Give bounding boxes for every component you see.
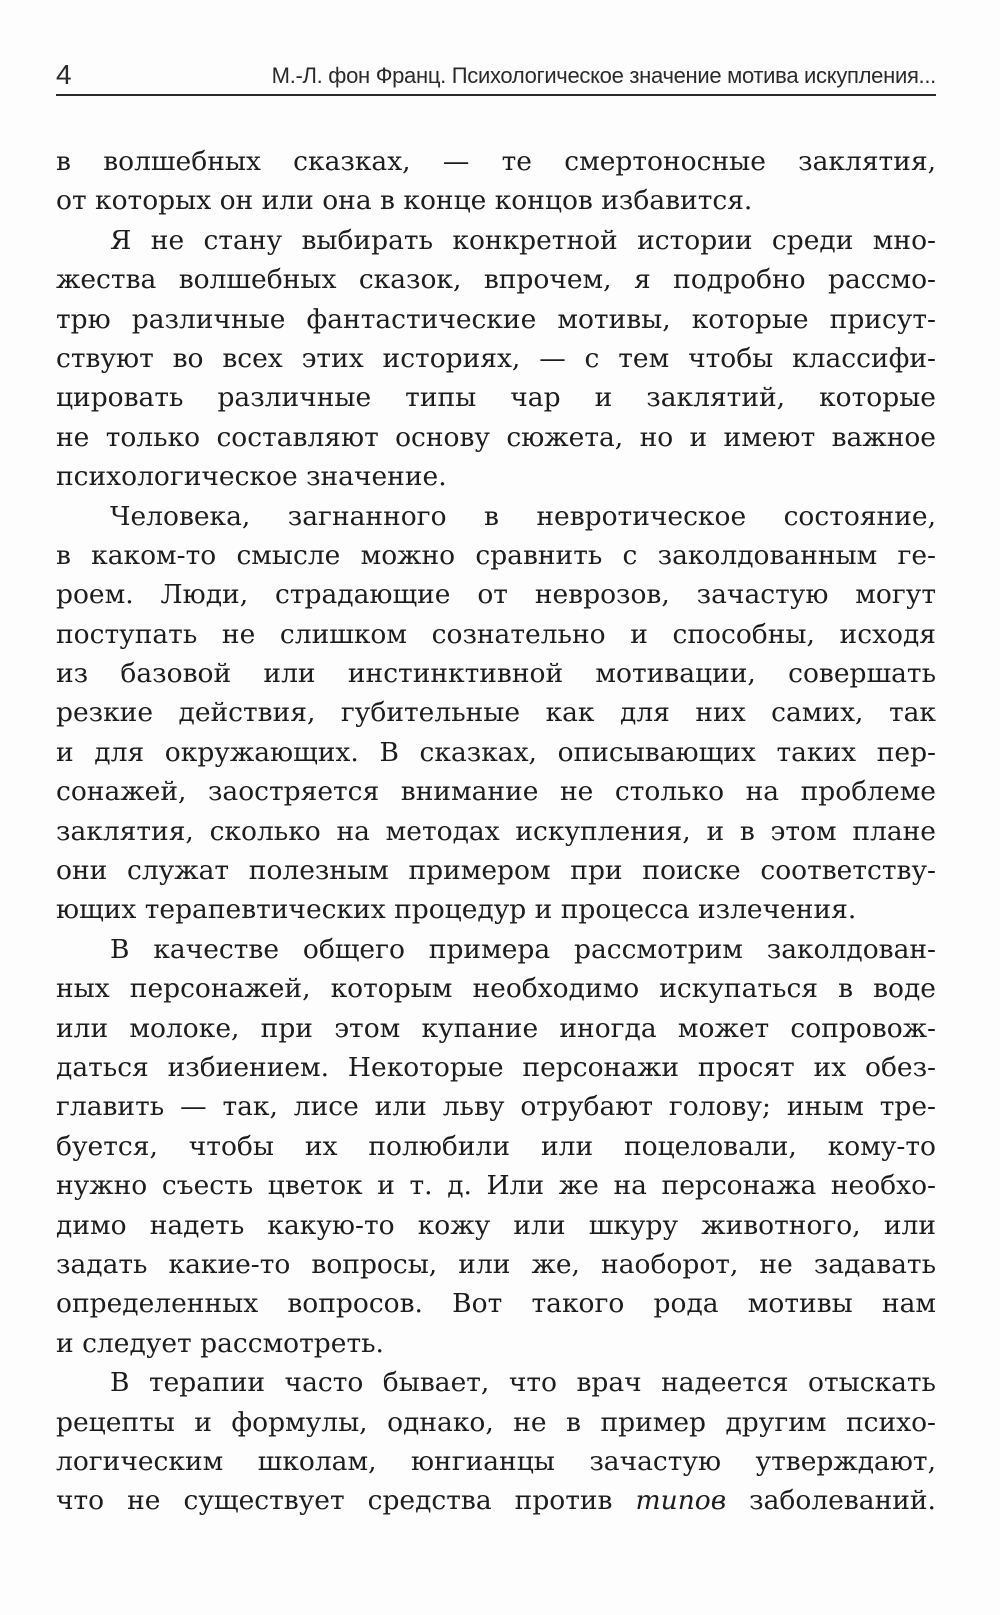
text-line: заклятия, сколько на методах искупления, и в этом плане xyxy=(56,815,936,847)
text-line: цировать различные типы чар и заклятий, которые xyxy=(56,382,936,414)
text-line: не только составляют основу сюжета, но и имеют важное xyxy=(56,421,936,453)
paragraph-4 xyxy=(56,930,936,1363)
text-line: в каком-то смысле можно сравнить с заколдованным ге- xyxy=(56,539,936,571)
text-line: даться избиением. Некоторые персонажи просят их обез- xyxy=(56,1051,936,1083)
text-line: в волшебных сказках, — те смертоносные заклятия, xyxy=(56,146,936,177)
text-line: главить — так, лисе или льву отрубают голову; иным тре- xyxy=(56,1091,936,1123)
text-line: нужно съесть цветок и т. д. Или же на персонажа необхо- xyxy=(56,1170,936,1202)
text-line: или молоке, при этом купание иногда может сопровож- xyxy=(56,1012,936,1044)
text-line: задать какие-то вопросы, или же, наоборот, не задавать xyxy=(56,1248,936,1280)
paragraph-3 xyxy=(56,497,936,930)
text-line: и для окружающих. В сказках, описывающих таких пер- xyxy=(56,736,936,768)
text-line: В терапии часто бывает, что врач надеется отыскать xyxy=(110,1367,936,1399)
italic-emphasis: типов xyxy=(635,1485,727,1517)
text-body xyxy=(56,142,936,1521)
text-line: роем. Люди, страдающие от неврозов, зачастую могут xyxy=(56,579,936,611)
text-line: логическим школам, юнгианцы зачастую утверждают, xyxy=(56,1445,936,1477)
paragraph-1 xyxy=(56,142,936,221)
text-line: психологическое значение. xyxy=(56,461,447,493)
text-line: ющих терапевтических процедур и процесса излечения. xyxy=(56,894,857,926)
text-line: от которых он или она в конце концов избавится. xyxy=(56,185,753,217)
text-line-mixed xyxy=(56,1481,936,1520)
text-run: что не существует средства против xyxy=(56,1485,613,1517)
text-line: они служат полезным примером при поиске соответству- xyxy=(56,855,936,887)
text-line: резкие действия, губительные как для них самих, так xyxy=(56,697,936,729)
text-line: ных персонажей, которым необходимо искупаться в воде xyxy=(56,973,936,1005)
text-line: сонажей, заостряется внимание не столько на проблеме xyxy=(56,776,936,808)
text-line: жества волшебных сказок, впрочем, я подробно рассмо- xyxy=(56,264,936,296)
text-line: В качестве общего примера рассмотрим заколдован- xyxy=(110,933,936,965)
text-line: поступать не слишком сознательно и способны, исходя xyxy=(56,618,936,650)
page-number: 4 xyxy=(56,59,72,90)
running-header xyxy=(56,56,936,96)
text-line: димо надеть какую-то кожу или шкуру животного, или xyxy=(56,1209,936,1241)
text-line: Человека, загнанного в невротическое состояние, xyxy=(110,500,936,532)
text-line: из базовой или инстинктивной мотивации, совершать xyxy=(56,658,936,690)
text-line: Я не стану выбирать конкретной истории среди мно- xyxy=(110,224,936,256)
text-line: ствуют во всех этих историях, — с тем чтобы классифи- xyxy=(56,342,936,374)
paragraph-2 xyxy=(56,221,936,497)
text-run: заболеваний. xyxy=(749,1485,936,1517)
text-line: определенных вопросов. Вот такого рода мотивы нам xyxy=(56,1288,936,1320)
paragraph-5 xyxy=(56,1363,936,1521)
text-line: и следует рассмотреть. xyxy=(56,1327,384,1359)
text-line: трю различные фантастические мотивы, которые присут- xyxy=(56,303,936,335)
text-line: рецепты и формулы, однако, не в пример другим психо- xyxy=(56,1406,936,1438)
running-header-title: М.-Л. фон Франц. Психологическое значение мотива искупления... xyxy=(271,63,936,88)
text-line: буется, чтобы их полюбили или поцеловали, кому-то xyxy=(56,1130,936,1162)
